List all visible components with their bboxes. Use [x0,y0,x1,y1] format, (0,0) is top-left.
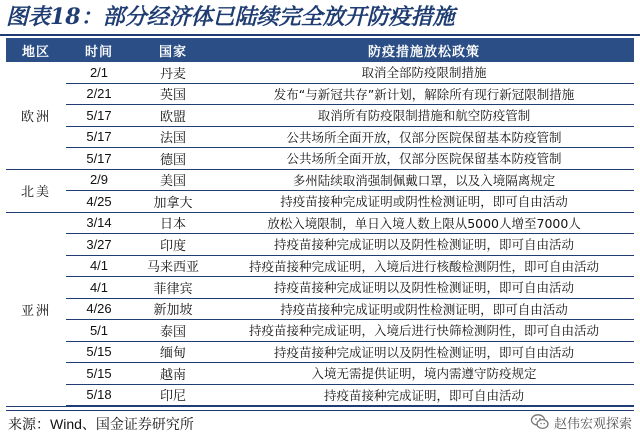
date-cell: 5/17 [66,148,132,170]
country-cell: 缅甸 [132,341,214,363]
country-cell: 欧盟 [132,105,214,127]
date-cell: 2/9 [66,169,132,191]
policy-cell: 公共场所全面开放，仅部分医院保留基本防疫管制 [214,148,634,170]
date-cell: 3/14 [66,212,132,234]
date-cell: 5/1 [66,320,132,342]
country-cell: 马来西亚 [132,255,214,277]
country-cell: 泰国 [132,320,214,342]
wechat-icon [530,412,550,432]
policy-cell: 公共场所全面开放，仅部分医院保留基本防疫管制 [214,126,634,148]
date-cell: 4/1 [66,277,132,299]
country-cell: 丹麦 [132,62,214,83]
table-row [6,363,634,385]
policy-cell: 持疫苗接种完成证明或阴性检测证明，即可自由活动 [214,298,634,320]
country-cell: 印度 [132,234,214,256]
date-cell: 5/17 [66,105,132,127]
country-cell: 加拿大 [132,191,214,213]
policy-cell: 持疫苗接种完成证明或阴性检测证明，即可自由活动 [214,191,634,213]
date-cell: 3/27 [66,234,132,256]
footer [6,410,634,436]
region-cell: 北美 [6,169,66,212]
date-cell: 2/1 [66,62,132,83]
policy-cell: 多州陆续取消强制佩戴口罩，以及入境隔离规定 [214,169,634,191]
table-row [6,255,634,277]
date-cell: 4/25 [66,191,132,213]
region-cell: 欧洲 [6,62,66,169]
date-cell: 4/26 [66,298,132,320]
policy-cell: 持疫苗接种完成证明以及阴性检测证明，即可自由活动 [214,341,634,363]
policy-cell: 取消全部防疫限制措施 [214,62,634,83]
source-note: 来源：Wind、国金证券研究所 [8,416,194,432]
policy-cell: 持疫苗接种完成证明，即可自由活动 [214,384,634,406]
country-cell: 英国 [132,83,214,105]
date-cell: 5/15 [66,363,132,385]
table-row [6,148,634,170]
table-row [6,298,634,320]
country-cell: 越南 [132,363,214,385]
policy-cell: 持疫苗接种完成证明，入境后进行核酸检测阴性，即可自由活动 [214,255,634,277]
policy-table-container [6,38,634,407]
header-date: 时间 [66,38,132,62]
policy-cell: 放松入境限制，单日入境人数上限从5000人增至7000人 [214,212,634,234]
table-row [6,62,634,83]
header-country: 国家 [132,38,214,62]
country-cell: 法国 [132,126,214,148]
page-title: 图表18：部分经济体已陆续完全放开防疫措施 [6,4,455,30]
table-row [6,83,634,105]
table-body [6,62,634,406]
table-header-row [6,38,634,62]
table-row [6,277,634,299]
country-cell: 印尼 [132,384,214,406]
date-cell: 5/15 [66,341,132,363]
footer-divider [6,410,634,411]
table-row [6,234,634,256]
policy-table [6,38,634,407]
country-cell: 新加坡 [132,298,214,320]
table-row [6,191,634,213]
header-policy: 防疫措施放松政策 [214,38,634,62]
table-row [6,169,634,191]
policy-cell: 持疫苗接种完成证明以及阴性检测证明，即可自由活动 [214,234,634,256]
date-cell: 2/21 [66,83,132,105]
table-row [6,320,634,342]
watermark-text: 赵伟宏观探索 [553,416,632,432]
title-divider [0,34,640,36]
table-row [6,105,634,127]
table-row [6,212,634,234]
date-cell: 5/17 [66,126,132,148]
date-cell: 4/1 [66,255,132,277]
country-cell: 德国 [132,148,214,170]
table-row [6,126,634,148]
policy-cell: 持疫苗接种完成证明，入境后进行快筛检测阴性，即可自由活动 [214,320,634,342]
watermark [530,412,632,432]
country-cell: 菲律宾 [132,277,214,299]
country-cell: 美国 [132,169,214,191]
policy-cell: 取消所有防疫限制措施和航空防疫管制 [214,105,634,127]
country-cell: 日本 [132,212,214,234]
region-cell: 亚洲 [6,212,66,406]
table-row [6,341,634,363]
date-cell: 5/18 [66,384,132,406]
policy-cell: 入境无需提供证明，境内需遵守防疫规定 [214,363,634,385]
table-row [6,384,634,406]
header-region: 地区 [6,38,66,62]
policy-cell: 发布“与新冠共存”新计划，解除所有现行新冠限制措施 [214,83,634,105]
policy-cell: 持疫苗接种完成证明以及阴性检测证明，即可自由活动 [214,277,634,299]
